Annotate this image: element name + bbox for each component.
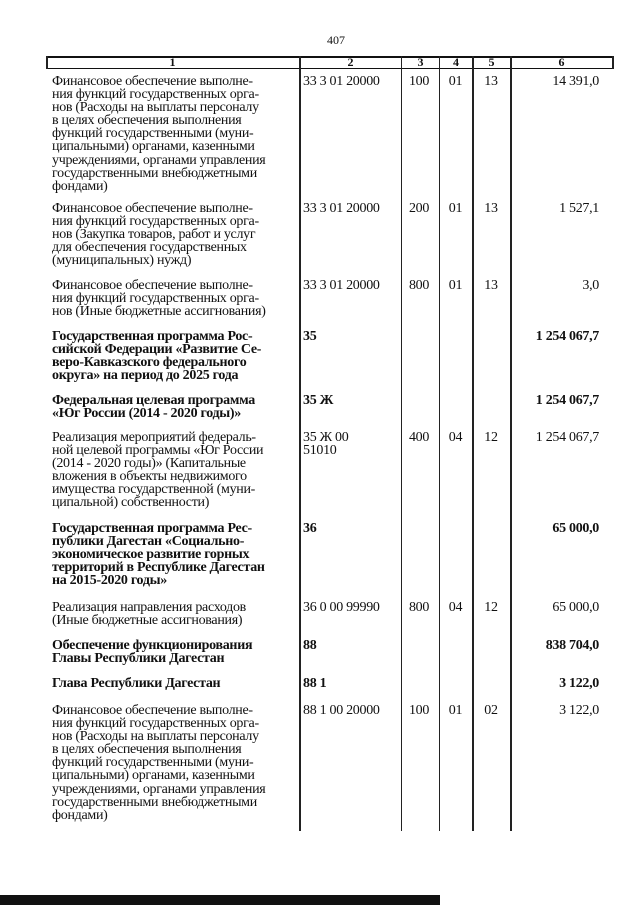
row-section: 01	[448, 278, 463, 293]
description-line: нов (Расходы на выплаты персоналу	[52, 100, 259, 116]
description-line: на 2015-2020 годы»	[52, 573, 167, 589]
row-expense-type: 400	[408, 430, 430, 445]
page-number: 407	[327, 33, 345, 47]
row-subsection: 13	[484, 74, 498, 89]
row-description	[52, 330, 302, 382]
description-line: округа» на период до 2025 года	[52, 368, 239, 384]
row-code	[303, 704, 380, 717]
row-code	[303, 75, 380, 88]
row-subsection: 13	[484, 278, 498, 293]
description-line: экономическое развитие горных	[52, 547, 250, 563]
description-line: в целях обеспечения выполнения	[52, 113, 242, 129]
description-line: в целях обеспечения выполнения	[52, 742, 242, 758]
description-line: Обеспечение функционирования	[52, 638, 253, 653]
description-line: Реализация направления расходов	[52, 600, 246, 615]
row-amount: 14 391,0	[552, 74, 599, 89]
description-line: публики Дагестан «Социально-	[52, 534, 245, 550]
row-code	[303, 431, 348, 457]
row-subsection: 13	[484, 201, 498, 216]
row-description	[52, 202, 302, 267]
description-line: государственными внебюджетными	[52, 794, 257, 810]
row-subsection: 02	[484, 703, 498, 718]
row-code	[303, 202, 380, 215]
column-divider	[510, 56, 512, 831]
row-description	[52, 639, 302, 665]
row-code	[303, 601, 380, 614]
description-line: ния функций государственных орга-	[52, 291, 259, 307]
description-line: учреждениями, органами управления	[52, 152, 266, 168]
row-expense-type: 200	[408, 201, 430, 216]
row-amount: 3 122,0	[559, 703, 599, 718]
description-line: ной целевой программы «Юг России	[52, 443, 264, 459]
row-expense-type: 800	[408, 278, 430, 293]
row-expense-type: 100	[408, 74, 430, 89]
row-description	[52, 431, 302, 510]
row-description	[52, 75, 302, 193]
description-line: (муниципальных) нужд)	[52, 253, 192, 269]
description-line: ния функций государственных орга-	[52, 716, 259, 732]
description-line: для обеспечения государственных	[52, 240, 247, 256]
code-line: 35 Ж 00	[303, 430, 349, 445]
description-line: учреждениями, органами управления	[52, 781, 266, 797]
description-line: государственными внебюджетными	[52, 165, 257, 181]
description-line: фондами)	[52, 178, 108, 194]
description-line: Финансовое обеспечение выполне-	[52, 703, 253, 718]
description-line: фондами)	[52, 807, 108, 823]
row-amount: 838 704,0	[545, 638, 599, 653]
code-line: 35	[303, 329, 317, 344]
description-line: Реализация мероприятий федераль-	[52, 430, 256, 445]
description-line: веро-Кавказского федерального	[52, 355, 247, 371]
column-header-5: 5	[488, 55, 495, 69]
code-line: 88 1 00 20000	[303, 703, 380, 718]
column-header-6: 6	[558, 55, 565, 69]
row-code	[303, 522, 316, 535]
description-line: вложения в объекты недвижимого	[52, 469, 247, 485]
description-line: нов (Расходы на выплаты персоналу	[52, 729, 259, 745]
description-line: (2014 - 2020 годы)» (Капитальные	[52, 456, 246, 472]
description-line: Главы Республики Дагестан	[52, 651, 225, 667]
code-line: 36	[303, 521, 317, 536]
row-code	[303, 677, 326, 690]
description-line: ния функций государственных орга-	[52, 214, 259, 230]
description-line: нов (Закупка товаров, работ и услуг	[52, 227, 256, 243]
row-section: 04	[448, 600, 463, 615]
scan-edge-bar	[0, 895, 440, 905]
description-line: Государственная программа Рос-	[52, 329, 253, 344]
row-description	[52, 601, 302, 627]
row-code	[303, 639, 316, 652]
description-line: Финансовое обеспечение выполне-	[52, 74, 253, 89]
row-amount: 65 000,0	[552, 600, 599, 615]
code-line: 33 3 01 20000	[303, 201, 380, 216]
row-subsection: 12	[484, 600, 498, 615]
code-line: 33 3 01 20000	[303, 278, 380, 293]
description-line: нов (Иные бюджетные ассигнования)	[52, 304, 266, 320]
description-line: ципальной) собственности)	[52, 495, 210, 511]
row-description	[52, 704, 302, 822]
code-line: 88 1	[303, 676, 327, 691]
row-section: 04	[448, 430, 463, 445]
code-line: 88	[303, 638, 317, 653]
row-amount: 1 527,1	[559, 201, 599, 216]
description-line: ния функций государственных орга-	[52, 87, 259, 103]
description-line: Федеральная целевая программа	[52, 393, 255, 408]
row-amount: 3,0	[582, 278, 599, 293]
code-line: 36 0 00 99990	[303, 600, 380, 615]
row-amount: 1 254 067,7	[535, 393, 599, 408]
description-line: имущества государственной (муни-	[52, 482, 256, 498]
code-line: 35 Ж	[303, 393, 334, 408]
row-description	[52, 279, 302, 318]
description-line: Государственная программа Рес-	[52, 521, 252, 536]
row-section: 01	[448, 201, 463, 216]
row-amount: 3 122,0	[559, 676, 599, 691]
row-amount: 65 000,0	[552, 521, 599, 536]
row-description	[52, 522, 302, 587]
description-line: функций государственными (муни-	[52, 755, 254, 771]
row-section: 01	[448, 703, 463, 718]
column-header-3: 3	[417, 55, 424, 69]
column-header-4: 4	[453, 55, 459, 69]
description-line: ципальными) органами, казенными	[52, 139, 255, 155]
row-code	[303, 330, 316, 343]
description-line: Финансовое обеспечение выполне-	[52, 278, 253, 293]
description-line: «Юг России (2014 - 2020 годы)»	[52, 406, 241, 422]
description-line: территорий в Республике Дагестан	[52, 560, 265, 576]
description-line: (Иные бюджетные ассигнования)	[52, 613, 243, 629]
row-expense-type: 100	[408, 703, 430, 718]
row-code	[303, 279, 380, 292]
row-description	[52, 394, 302, 420]
row-subsection: 12	[484, 430, 498, 445]
row-code	[303, 394, 333, 407]
description-line: сийской Федерации «Развитие Се-	[52, 342, 262, 358]
code-line: 33 3 01 20000	[303, 74, 380, 89]
table-right-border	[612, 56, 614, 69]
column-header-1: 1	[169, 55, 176, 69]
row-description	[52, 677, 302, 690]
row-amount: 1 254 067,7	[535, 430, 599, 445]
row-amount: 1 254 067,7	[535, 329, 599, 344]
row-expense-type: 800	[408, 600, 430, 615]
row-section: 01	[448, 74, 463, 89]
description-line: функций государственными (муни-	[52, 126, 254, 142]
description-line: Глава Республики Дагестан	[52, 676, 221, 691]
description-line: Финансовое обеспечение выполне-	[52, 201, 253, 216]
description-line: ципальными) органами, казенными	[52, 768, 255, 784]
code-line: 51010	[303, 443, 337, 459]
column-header-2: 2	[347, 55, 354, 69]
